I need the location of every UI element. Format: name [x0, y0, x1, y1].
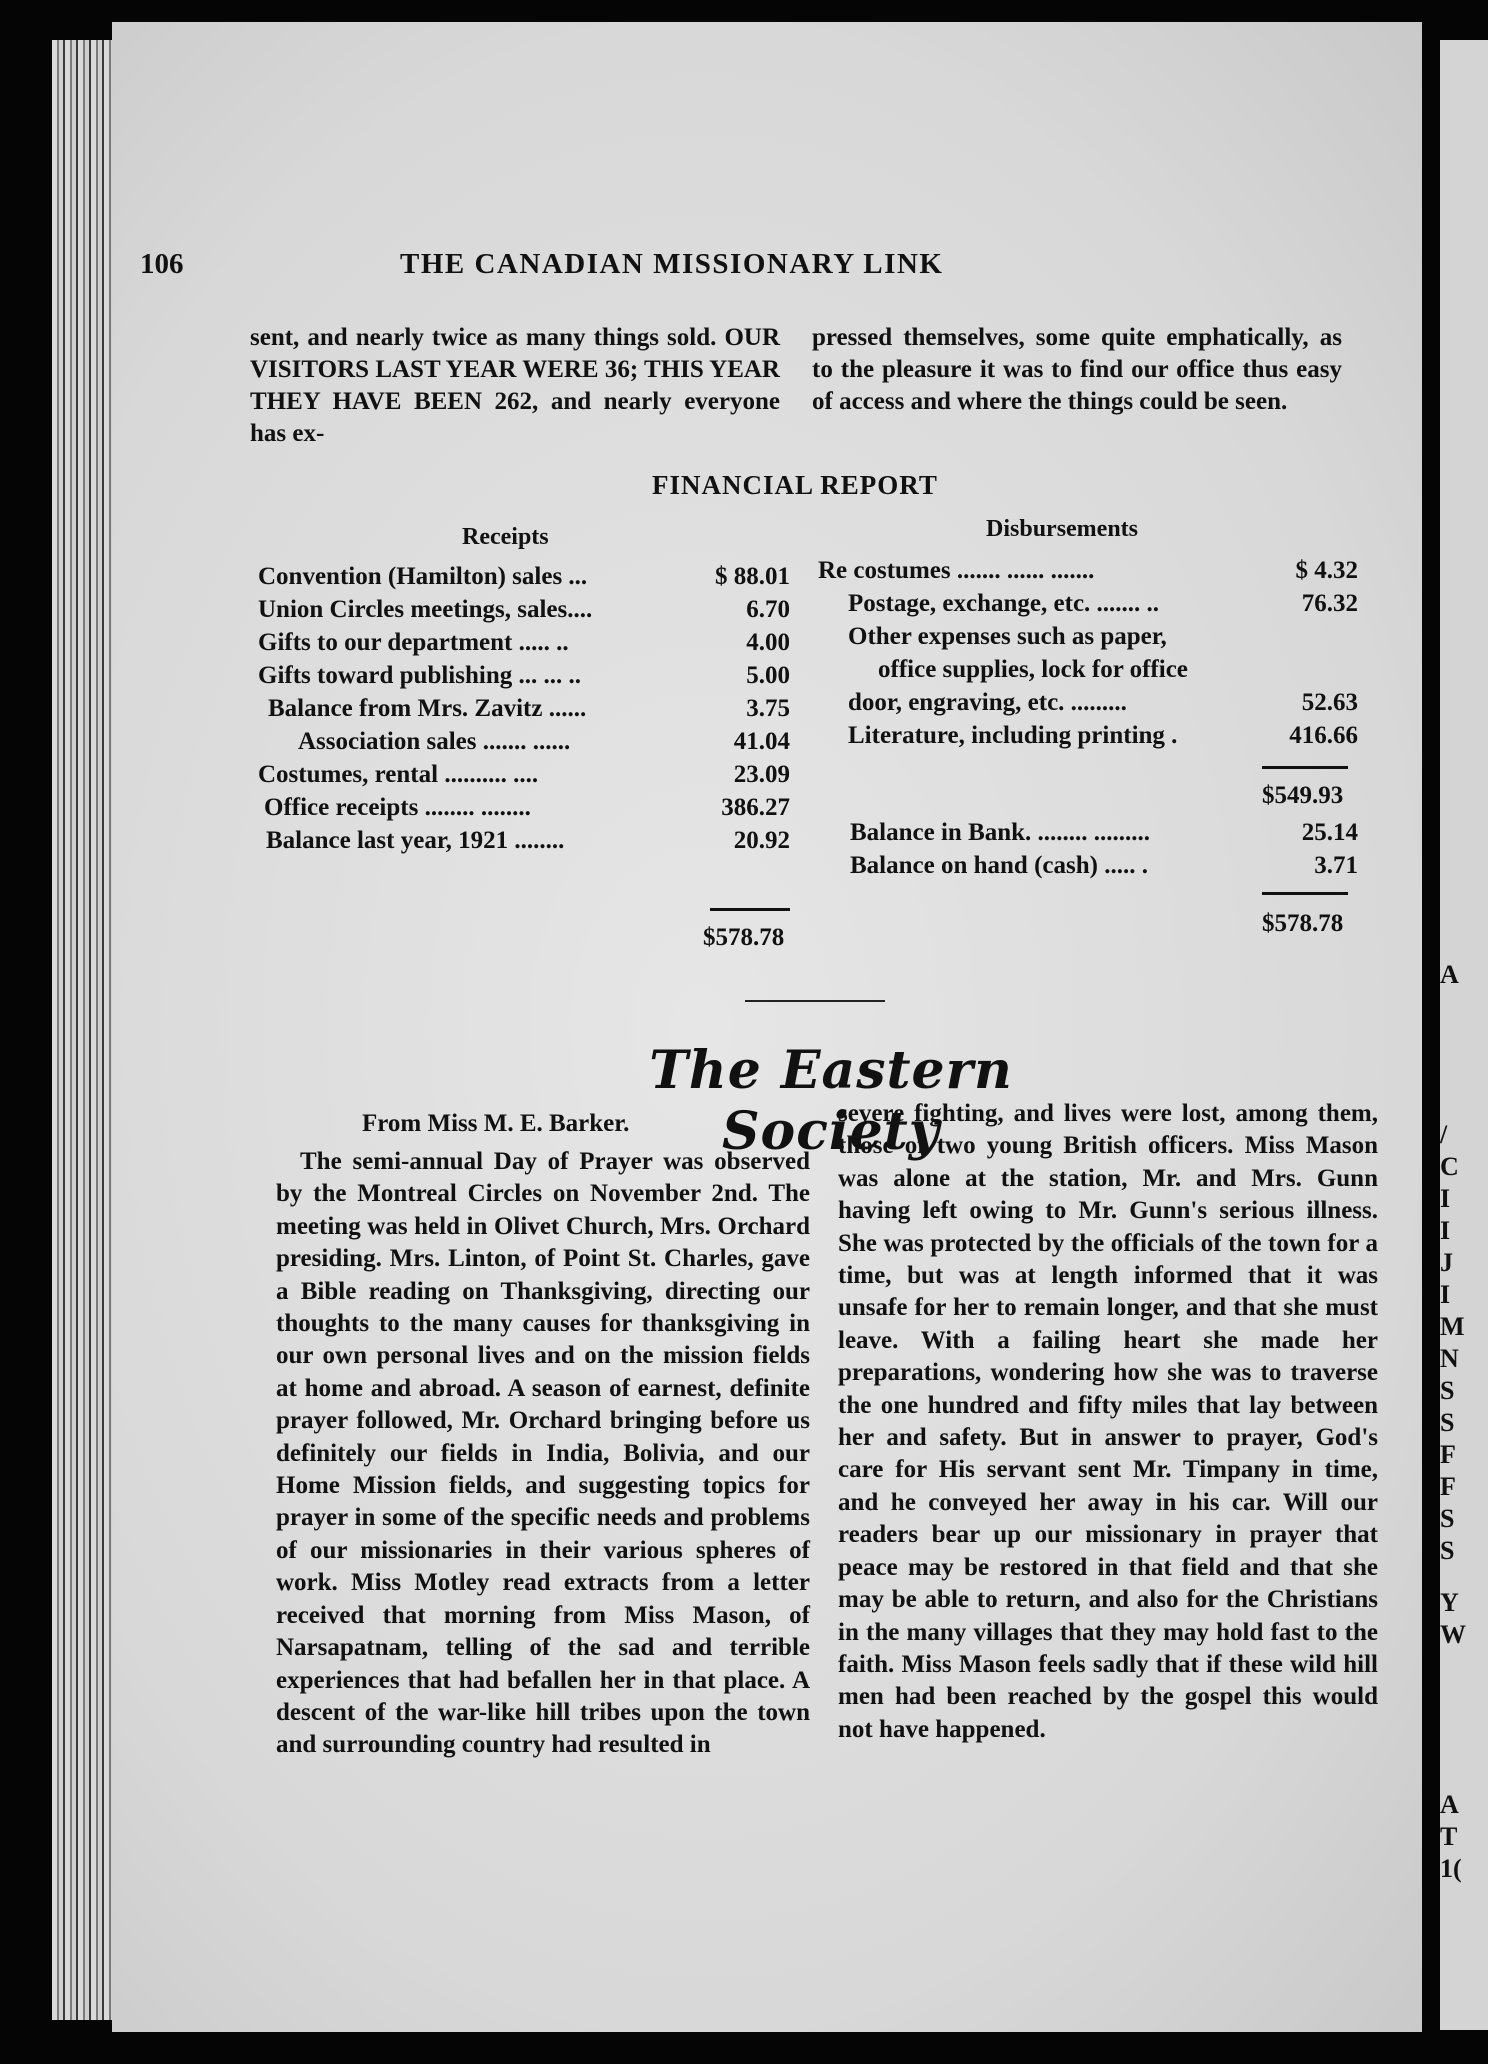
adjacent-page-strip — [1440, 40, 1488, 2030]
disbursements-total: $578.78 — [1262, 910, 1344, 937]
ledger-label: Other expenses such as paper, — [848, 623, 1167, 650]
balances-ledger — [850, 816, 1358, 882]
ledger-row — [850, 816, 1358, 849]
ledger-amount: 52.63 — [1301, 689, 1358, 716]
intro-left-text: sent, and nearly twice as many things sold. OUR VISITORS LAST YEAR WERE 36; THIS YEAR THEY HAVE BEEN 262, and nearly everyone has ex- — [250, 324, 780, 447]
receipts-ledger — [258, 560, 790, 857]
running-head — [140, 248, 1340, 288]
article-right-text: severe fighting, and lives were lost, among them, those of two young British officers. Miss Mason was alone at the station, Mr. and Mrs. Gunn having left owing to Mr. Gunn's serious illness. She was protected by the officials of the town for a time, but was at length informed that it was unsafe for her to remain longer, and that she must leave. With a failing heart she made her preparations, wondering how she was to traverse the one hundred and fifty miles that lay between her and safety. But in answer to prayer, God's care for His servant sent Mr. Timpany in time, and he conveyed her away in his car. Will our readers bear up our missionary in prayer that peace may be restored in that field and that she may be able to return, and also for the Christians in the many villages that they may hold fast to the faith. Miss Mason feels sadly that if these wild hill men had been reached by the gospel this would not have happened. — [838, 1100, 1378, 1743]
page-number: 106 — [140, 248, 184, 280]
ledger-label: Postage, exchange, etc. ....... .. — [848, 590, 1160, 617]
ledger-label: Convention (Hamilton) sales ... — [258, 563, 588, 590]
ledger-label: Balance on hand (cash) ..... . — [850, 852, 1148, 879]
disbursements-subtotal: $549.93 — [1262, 782, 1344, 809]
ledger-amount: 5.00 — [746, 662, 790, 689]
article-left-column — [276, 1146, 810, 1762]
ledger-label: Literature, including printing . — [848, 722, 1178, 749]
fragment-char: F — [1440, 1472, 1456, 1501]
ledger-label: Union Circles meetings, sales.... — [258, 596, 593, 623]
fragment-char: N — [1440, 1344, 1459, 1373]
journal-title: THE CANADIAN MISSIONARY LINK — [400, 248, 944, 280]
ledger-row — [818, 620, 1358, 653]
disbursements-heading: Disbursements — [986, 516, 1139, 542]
ledger-row — [818, 587, 1358, 620]
ledger-amount: 416.66 — [1289, 722, 1358, 749]
ledger-row — [258, 593, 790, 626]
ledger-row — [258, 824, 790, 857]
ledger-amount: 41.04 — [733, 728, 790, 755]
ledger-amount: 23.09 — [733, 761, 790, 788]
ledger-row — [258, 626, 790, 659]
ledger-row — [818, 554, 1358, 587]
fragment-char: C — [1440, 1152, 1459, 1181]
article-left-text: The semi-annual Day of Prayer was observed by the Montreal Circles on November 2nd. The meeting was held in Olivet Church, Mrs. Orchard presiding. Mrs. Linton, of Point St. Charles, gave a Bible reading on Thanksgiving, directing our thoughts to the many causes for thanksgiving in our own personal lives and on the mission fields at home and abroad. A season of earnest, definite prayer followed, Mr. Orchard bringing before us definitely our fields in India, Bolivia, and our Home Mission fields, and suggesting topics for prayer in some of the specific needs and problems of our missionaries in their various spheres of work. Miss Motley read extracts from a letter received that morning from Miss Mason, of Narsapatnam, telling of the sad and terrible experiences that had befallen her in that place. A descent of the war-like hill tribes upon the town and surrounding country had resulted in — [276, 1148, 810, 1759]
ledger-row — [258, 692, 790, 725]
intro-right-text: pressed themselves, some quite emphatically, as to the pleasure it was to find our office thus easy of access and where the things could be seen. — [812, 324, 1342, 415]
fragment-char: I — [1440, 1216, 1451, 1245]
fragment-char: / — [1440, 1120, 1448, 1149]
fragment-char: Y — [1440, 1588, 1459, 1617]
ledger-amount: 386.27 — [721, 794, 790, 821]
article-right-column — [838, 1098, 1378, 1746]
disbursements-total-rule — [1262, 892, 1348, 895]
receipts-total: $578.78 — [703, 924, 785, 951]
ledger-amount: $ 4.32 — [1295, 557, 1358, 584]
intro-right-column — [812, 322, 1342, 418]
fragment-char: S — [1440, 1408, 1455, 1437]
article-byline: From Miss M. E. Barker. — [362, 1110, 630, 1137]
ledger-amount: $ 88.01 — [715, 563, 790, 590]
ledger-label: Office receipts ........ ........ — [264, 794, 531, 821]
fragment-char: F — [1440, 1440, 1456, 1469]
fragment-char: S — [1440, 1376, 1455, 1405]
ledger-label: Gifts toward publishing ... ... .. — [258, 662, 581, 689]
ledger-label: Association sales ....... ...... — [298, 728, 571, 755]
ledger-label: door, engraving, etc. ......... — [848, 689, 1127, 716]
ledger-label: Balance last year, 1921 ........ — [266, 827, 565, 854]
ledger-label: Balance from Mrs. Zavitz ...... — [268, 695, 587, 722]
fragment-char: I — [1440, 1184, 1451, 1213]
receipts-heading: Receipts — [462, 524, 549, 550]
fragment-char: W — [1440, 1620, 1466, 1649]
ledger-label: Balance in Bank. ........ ......... — [850, 819, 1151, 846]
fragment-char: A — [1440, 960, 1459, 989]
ledger-amount: 20.92 — [733, 827, 790, 854]
fragment-char: I — [1440, 1280, 1451, 1309]
fragment-char: M — [1440, 1312, 1465, 1341]
ledger-row — [258, 560, 790, 593]
ledger-amount: 3.71 — [1314, 852, 1358, 879]
ledger-row — [258, 758, 790, 791]
article-title: The Eastern Society — [649, 1040, 1013, 1162]
section-divider — [745, 1000, 885, 1002]
fragment-char: S — [1440, 1536, 1455, 1565]
ledger-amount: 3.75 — [746, 695, 790, 722]
fragment-char: J — [1440, 1248, 1453, 1277]
ledger-amount: 25.14 — [1301, 819, 1358, 846]
receipts-total-rule — [710, 908, 790, 911]
page-edges — [52, 40, 114, 2020]
financial-report-title: FINANCIAL REPORT — [652, 470, 938, 500]
fragment-char: T — [1440, 1822, 1458, 1851]
fragment-char: S — [1440, 1504, 1455, 1533]
ledger-amount: 6.70 — [746, 596, 790, 623]
intro-left-column — [250, 322, 780, 450]
ledger-label: Re costumes ....... ...... ....... — [818, 557, 1095, 584]
ledger-label: Gifts to our department ..... .. — [258, 629, 569, 656]
ledger-row — [258, 791, 790, 824]
ledger-row — [258, 725, 790, 758]
fragment-char: A — [1440, 1790, 1459, 1819]
ledger-row — [258, 659, 790, 692]
ledger-row — [818, 719, 1358, 752]
ledger-row — [818, 653, 1358, 686]
ledger-label: office supplies, lock for office — [878, 656, 1188, 683]
ledger-amount: 4.00 — [746, 629, 790, 656]
fragment-char: 1( — [1440, 1854, 1462, 1883]
ledger-row — [818, 686, 1358, 719]
ledger-amount: 76.32 — [1301, 590, 1358, 617]
ledger-row — [850, 849, 1358, 882]
disbursements-subtotal-rule — [1262, 766, 1348, 769]
ledger-label: Costumes, rental .......... .... — [258, 761, 539, 788]
disbursements-ledger — [818, 554, 1358, 752]
